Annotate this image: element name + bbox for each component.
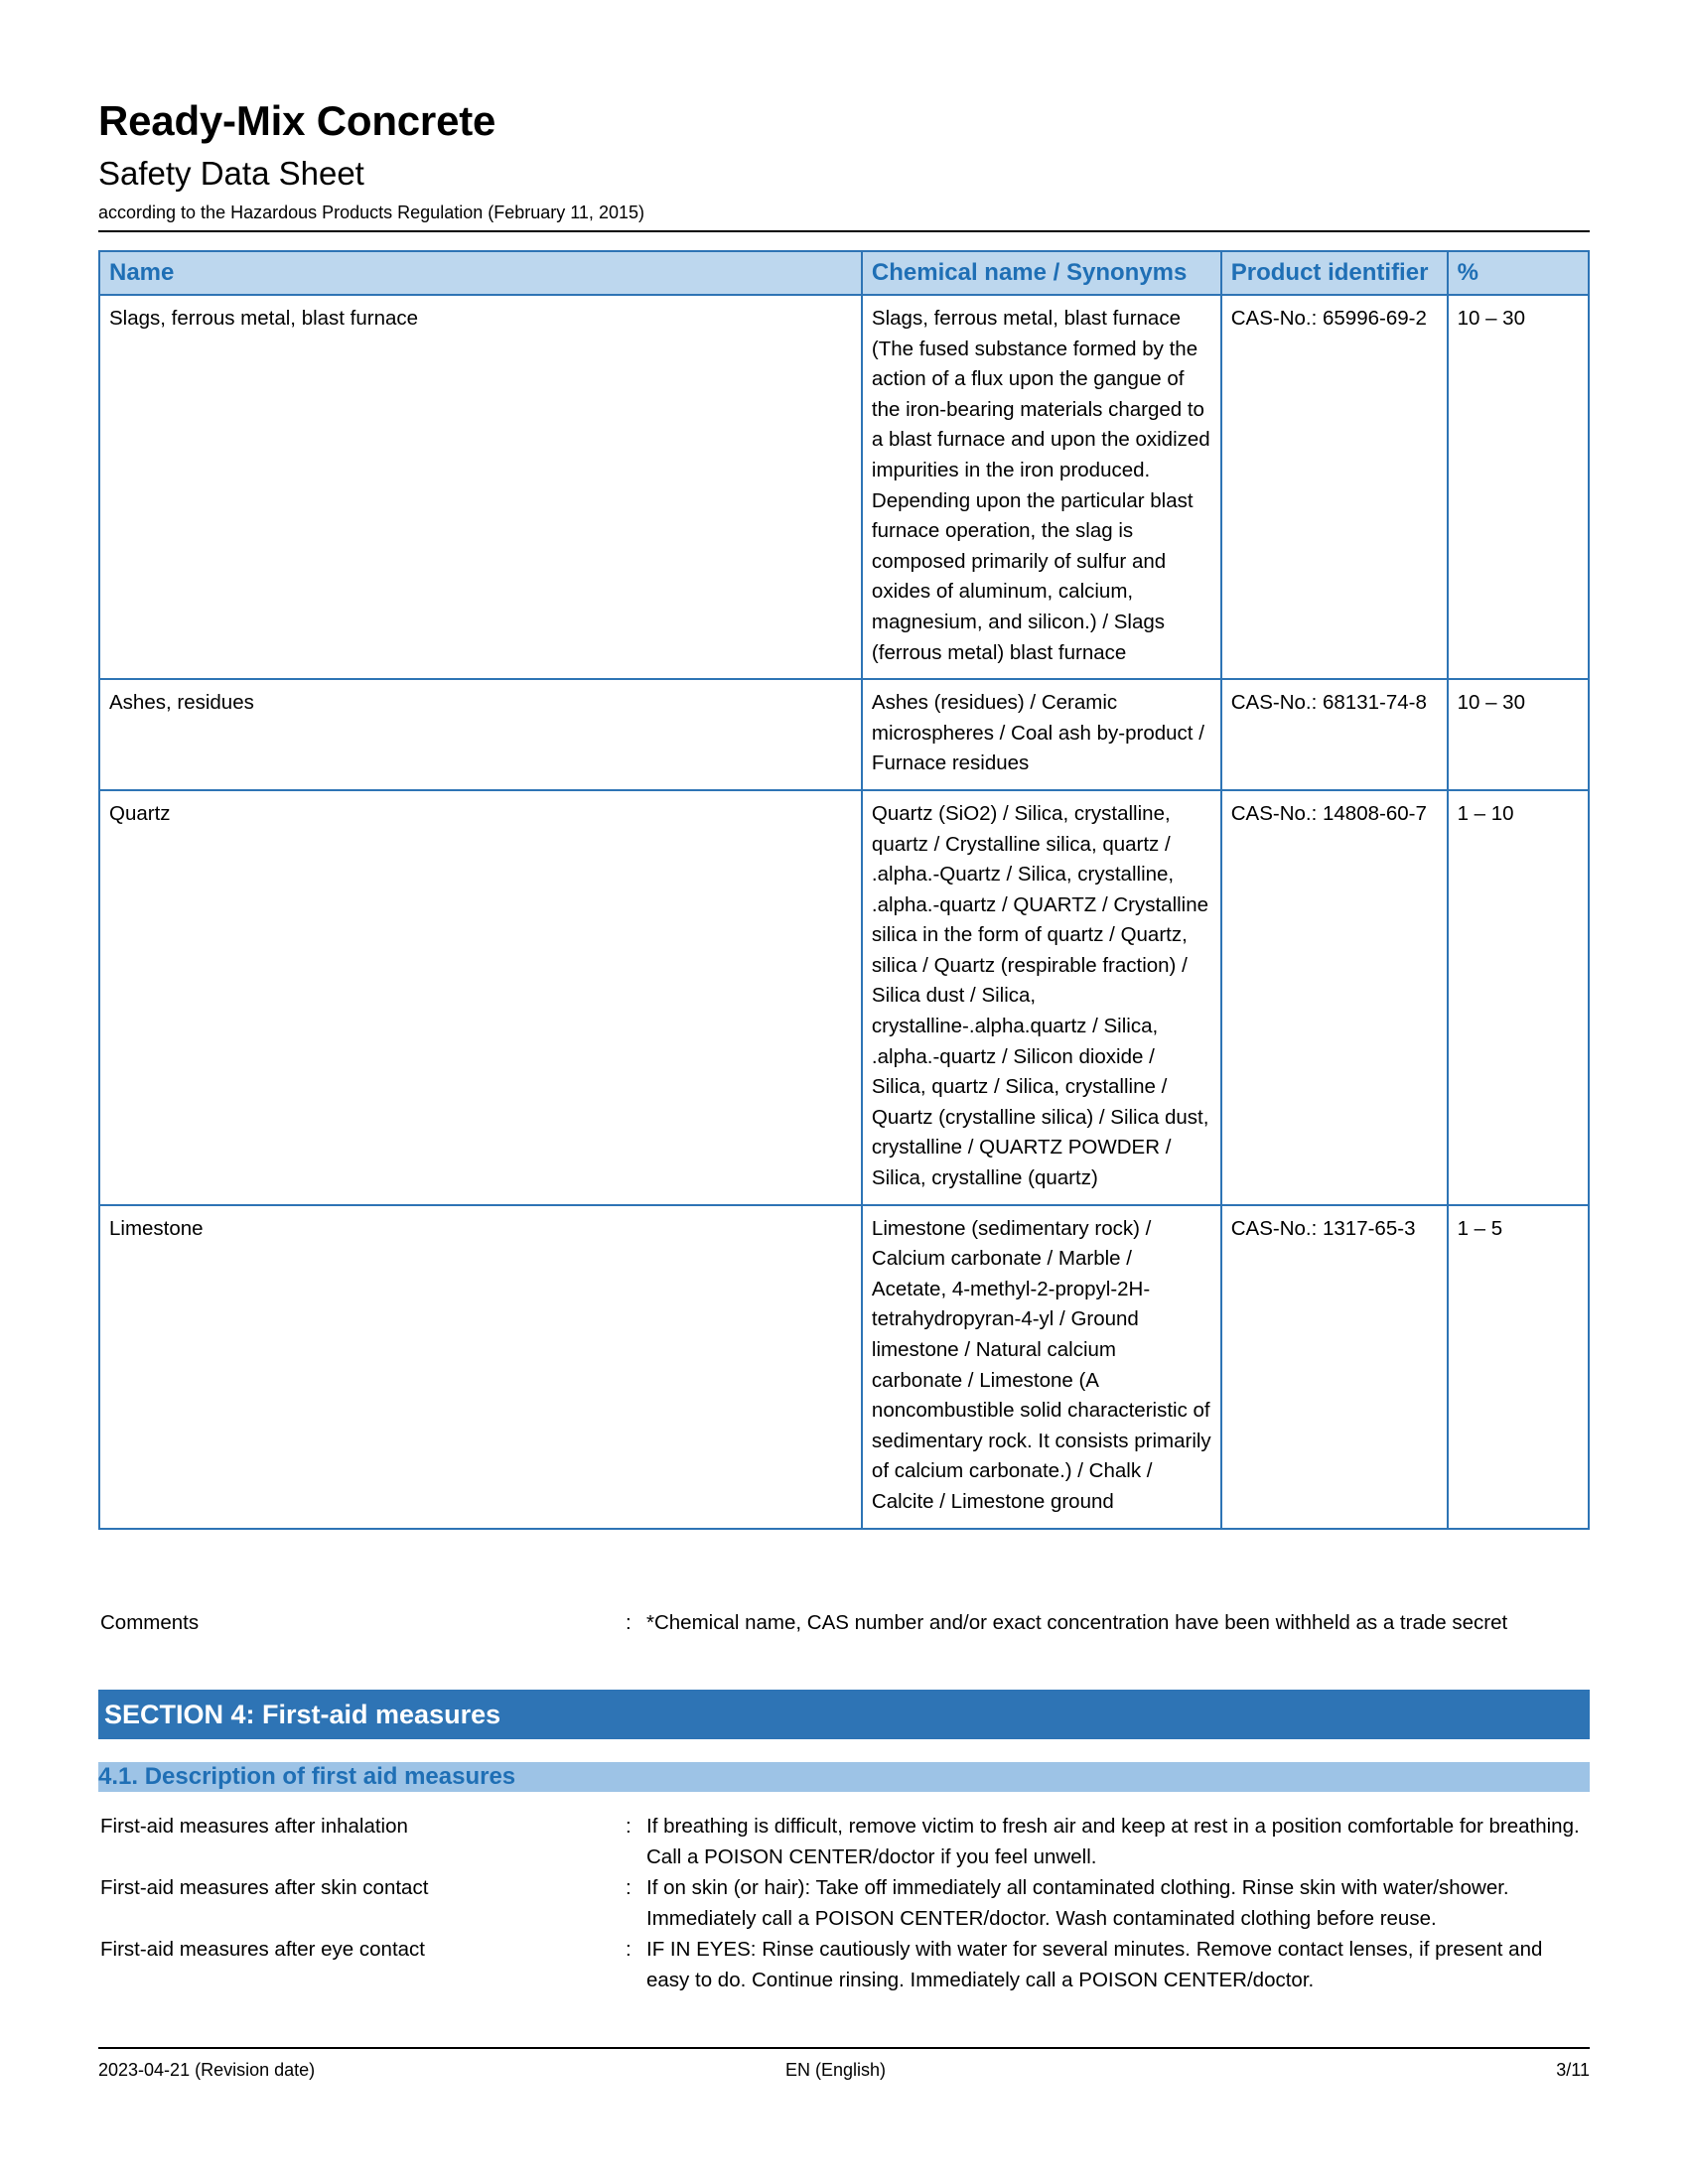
cell-synonyms: Slags, ferrous metal, blast furnace (The fused substance formed by the action of a flux upon the gangue of the iron-bearing materials charged to a blast furnace and upon the oxidized impurities in the iron produced. Depending upon the particular blast furnace operation, the slag is composed primarily of sulfur and oxides of aluminum, calcium, magnesium, and silicon.) / Slags (ferrous metal) blast furnace — [862, 295, 1221, 679]
subsection-4-1-heading: 4.1. Description of first aid measures — [98, 1762, 1590, 1792]
first-aid-skin-colon: : — [626, 1876, 632, 1899]
column-header-percent: % — [1448, 251, 1589, 295]
cell-identifier: CAS-No.: 14808-60-7 — [1221, 790, 1448, 1205]
composition-table — [98, 250, 1590, 1530]
cell-percent: 10 – 30 — [1448, 679, 1589, 790]
first-aid-inhalation-label: First-aid measures after inhalation — [100, 1815, 408, 1838]
table-header-row — [99, 251, 1589, 295]
regulation-note: according to the Hazardous Products Regulation (February 11, 2015) — [98, 203, 644, 222]
first-aid-inhalation-colon: : — [626, 1815, 632, 1838]
cell-percent: 1 – 5 — [1448, 1205, 1589, 1529]
cell-identifier: CAS-No.: 1317-65-3 — [1221, 1205, 1448, 1529]
column-header-name: Name — [99, 251, 862, 295]
document-page — [98, 0, 1590, 2184]
table-row — [99, 679, 1589, 790]
section-4-heading: SECTION 4: First-aid measures — [98, 1690, 1590, 1739]
cell-synonyms: Quartz (SiO2) / Silica, crystalline, quartz / Crystalline silica, quartz / .alpha.-Quartz / Silica, crystalline, .alpha.-quartz / QUARTZ / Crystalline silica in the form of quartz / Quartz, silica / Quartz (respirable fraction) / Silica dust / Silica, crystalline-.alpha.quartz / Silica, .alpha.-quartz / Silicon dioxide / Silica, quartz / Silica, crystalline / Quartz (crystalline silica) / Silica dust, crystalline / QUARTZ POWDER / Silica, crystalline (quartz) — [862, 790, 1221, 1205]
cell-identifier: CAS-No.: 68131-74-8 — [1221, 679, 1448, 790]
table-row — [99, 1205, 1589, 1529]
document-type: Safety Data Sheet — [98, 155, 364, 192]
product-title: Ready-Mix Concrete — [98, 97, 496, 144]
first-aid-inhalation-value: If breathing is difficult, remove victim to fresh air and keep at rest in a position comfortable for breathing. Call a POISON CENTER/doctor if you feel unwell. — [646, 1815, 1580, 1868]
table-row — [99, 295, 1589, 679]
cell-name: Ashes, residues — [99, 679, 862, 790]
footer-language: EN (English) — [785, 2060, 887, 2080]
first-aid-eye-colon: : — [626, 1938, 632, 1961]
footer-revision-date: 2023-04-21 (Revision date) — [98, 2060, 316, 2080]
first-aid-skin-value: If on skin (or hair): Take off immediately all contaminated clothing. Rinse skin with water/shower. Immediately call a POISON CENTER/doctor. Wash contaminated clothing before reuse. — [646, 1876, 1509, 1930]
first-aid-eye-value: IF IN EYES: Rinse cautiously with water for several minutes. Remove contact lenses, if present and easy to do. Continue rinsing. Immediately call a POISON CENTER/doctor. — [646, 1938, 1543, 1991]
cell-synonyms: Ashes (residues) / Ceramic microspheres / Coal ash by-product / Furnace residues — [862, 679, 1221, 790]
table-row — [99, 790, 1589, 1205]
comments-colon: : — [626, 1611, 632, 1634]
first-aid-skin-label: First-aid measures after skin contact — [100, 1876, 429, 1899]
footer-page-number: 3/11 — [1556, 2060, 1590, 2080]
column-header-synonyms: Chemical name / Synonyms — [862, 251, 1221, 295]
cell-name: Quartz — [99, 790, 862, 1205]
cell-percent: 1 – 10 — [1448, 790, 1589, 1205]
cell-name: Limestone — [99, 1205, 862, 1529]
cell-synonyms: Limestone (sedimentary rock) / Calcium carbonate / Marble / Acetate, 4-methyl-2-propyl-2H-tetrahydropyran-4-yl / Ground limestone / Natural calcium carbonate / Limestone (A noncombustible solid characteristic of sedimentary rock. It consists primarily of calcium carbonate.) / Chalk / Calcite / Limestone ground — [862, 1205, 1221, 1529]
column-header-identifier: Product identifier — [1221, 251, 1448, 295]
cell-identifier: CAS-No.: 65996-69-2 — [1221, 295, 1448, 679]
comments-value: *Chemical name, CAS number and/or exact concentration have been withheld as a trade secret — [646, 1611, 1508, 1634]
comments-label: Comments — [100, 1611, 200, 1634]
first-aid-eye-label: First-aid measures after eye contact — [100, 1938, 425, 1961]
footer-divider — [98, 2047, 1590, 2049]
cell-percent: 10 – 30 — [1448, 295, 1589, 679]
header-divider — [98, 230, 1590, 232]
cell-name: Slags, ferrous metal, blast furnace — [99, 295, 862, 679]
